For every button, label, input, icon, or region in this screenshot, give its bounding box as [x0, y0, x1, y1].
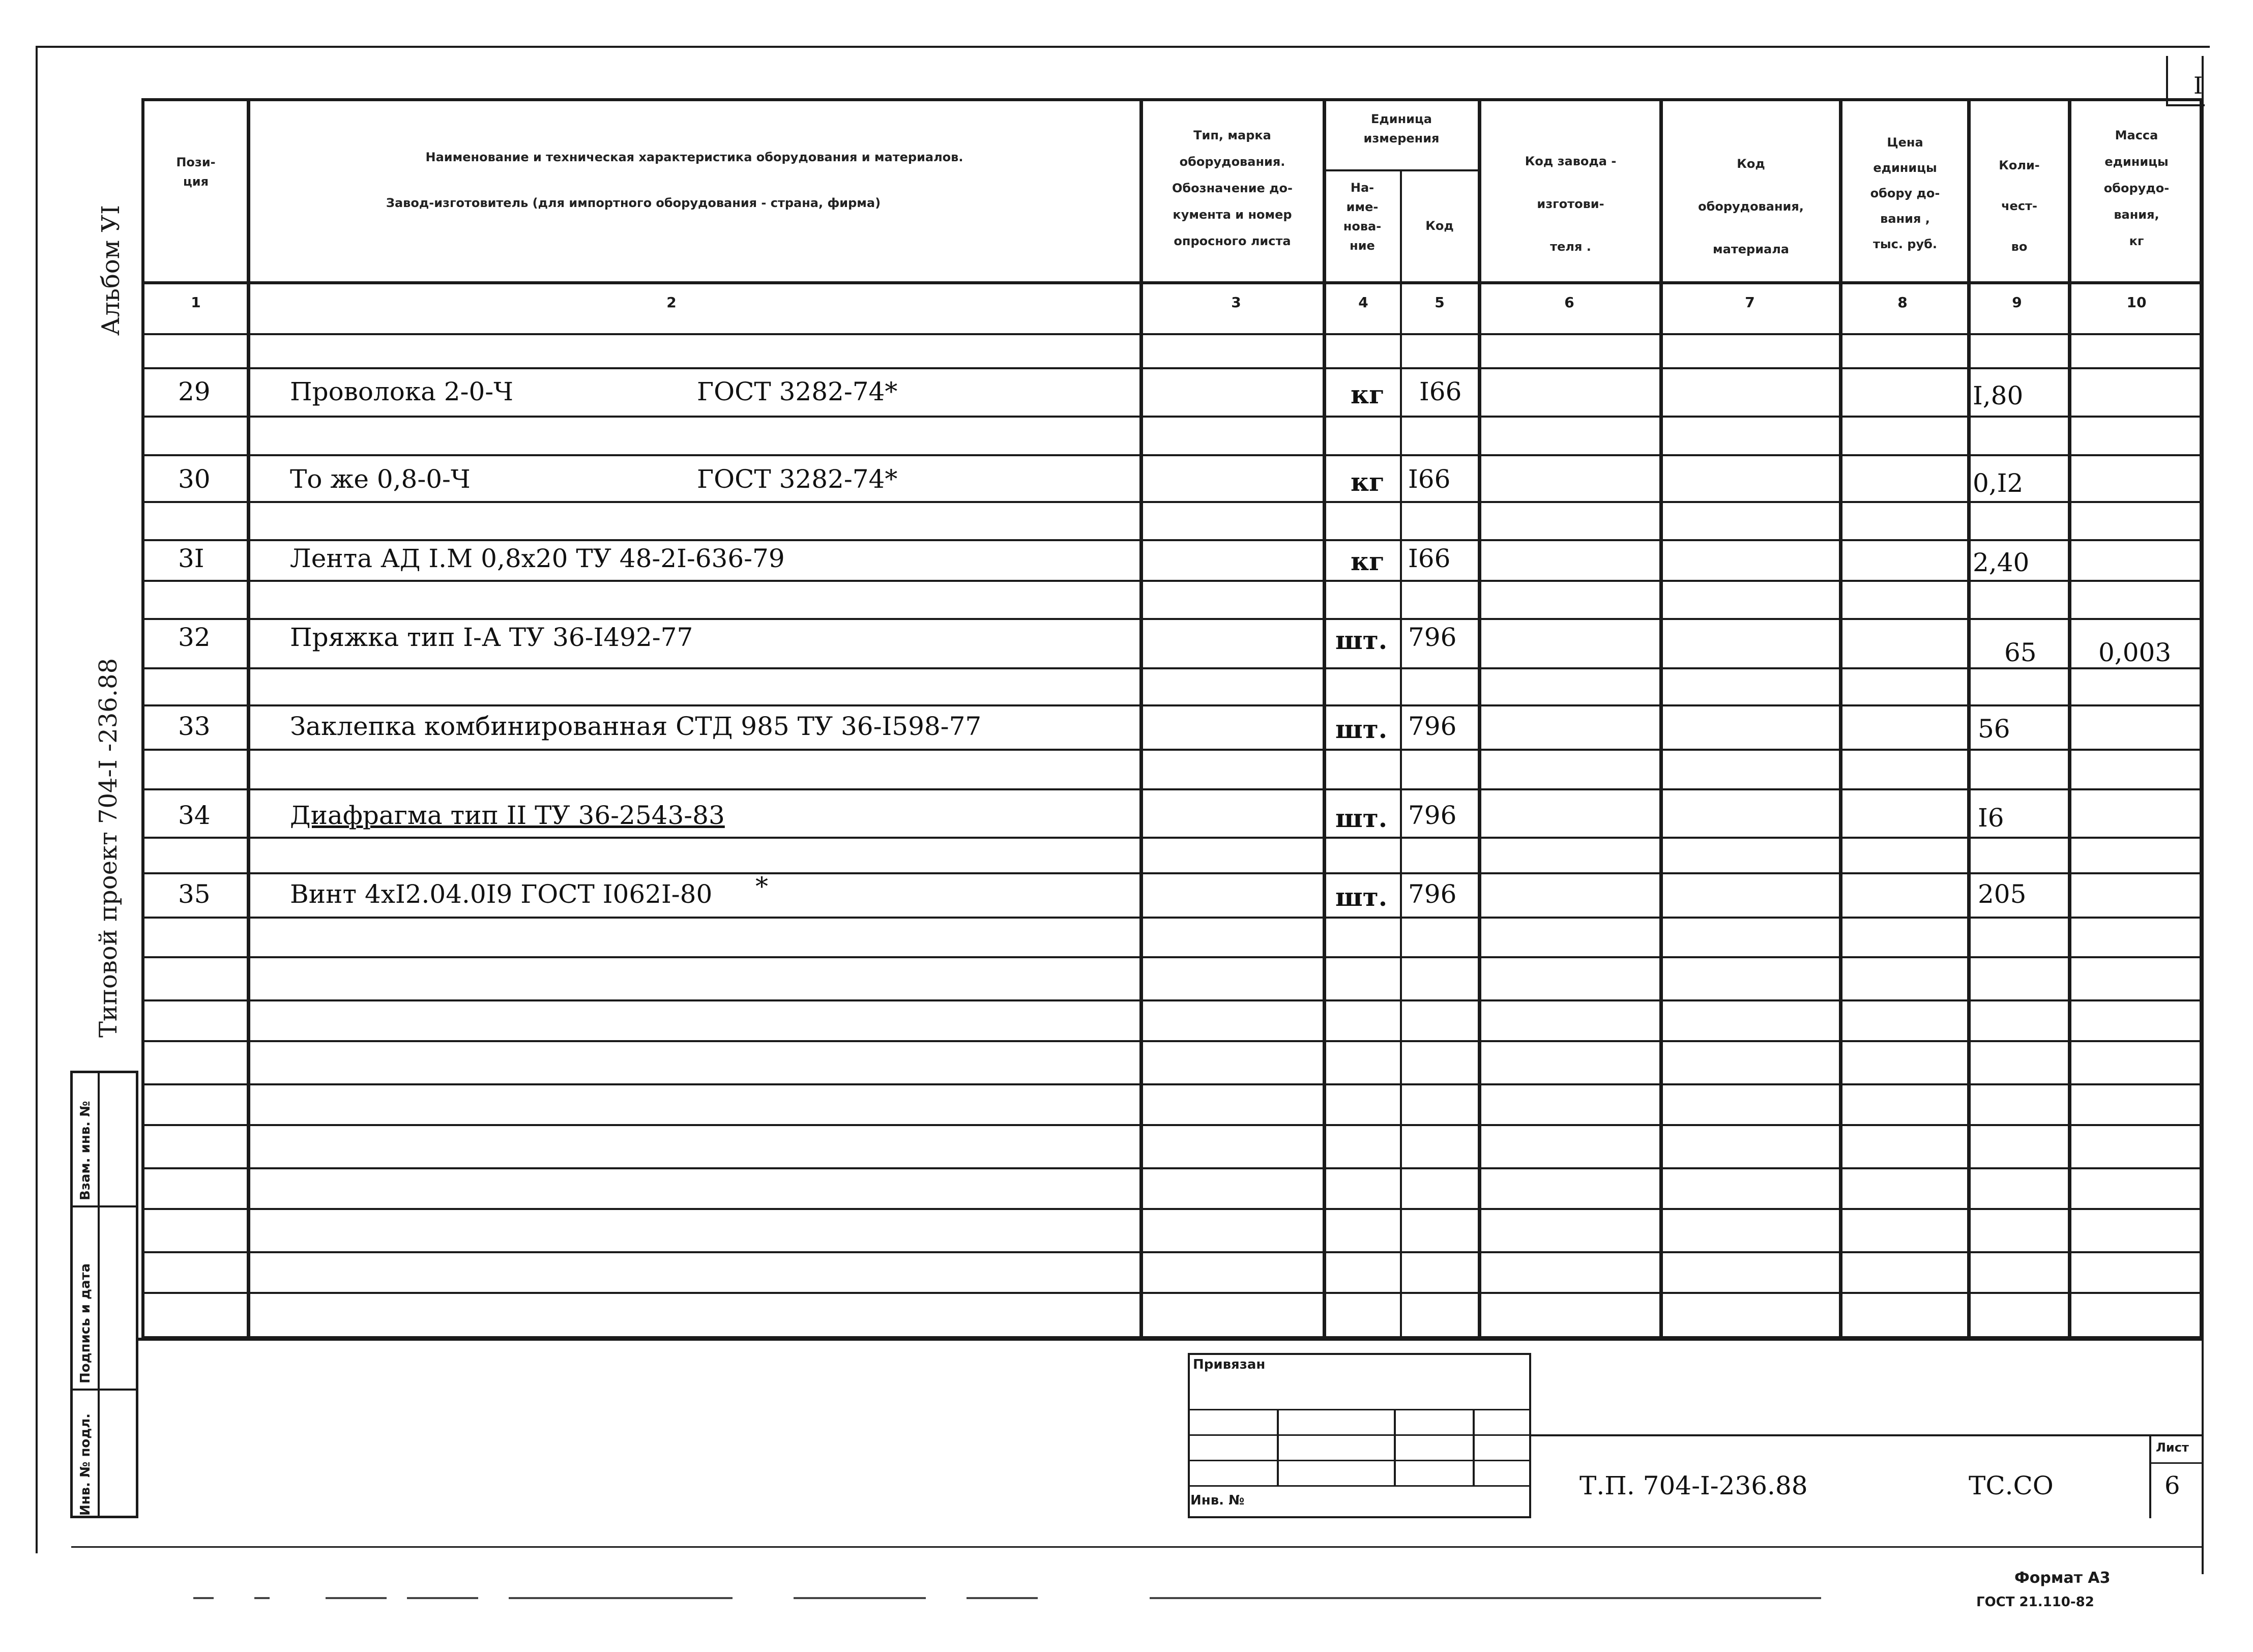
row-rule	[141, 367, 2203, 369]
row-unit: кг	[1351, 467, 1385, 497]
row-position: 34	[178, 801, 211, 830]
row-name: Лента АД I.М 0,8х20 ТУ 48-2I-636-79	[290, 544, 785, 573]
row-document: ГОСТ 3282-74*	[697, 377, 898, 406]
row-rule	[141, 1208, 2203, 1210]
row-quantity: I,80	[1973, 381, 2024, 410]
row-unit-code: I66	[1419, 377, 1462, 406]
row-rule	[141, 999, 2203, 1001]
trim-dash	[193, 1597, 214, 1599]
row-rule	[141, 1292, 2203, 1294]
row-rule	[141, 454, 2203, 456]
row-unit: шт.	[1335, 803, 1388, 833]
privyazan-line2	[1188, 1434, 1531, 1436]
row-rule	[141, 667, 2203, 669]
row-rule	[141, 1040, 2203, 1042]
row-rule	[141, 917, 2203, 919]
row-unit: кг	[1351, 546, 1385, 576]
row-rule	[141, 749, 2203, 751]
header-unit-price: Цена единицы обору до- вания , тыс. руб.	[1870, 135, 1940, 251]
trim-dash	[509, 1597, 733, 1599]
row-position: 3I	[178, 544, 204, 573]
side-stamp-sep1	[70, 1205, 138, 1207]
row-position: 35	[178, 879, 211, 909]
format-label: Формат А3	[2014, 1569, 2111, 1587]
colnum-1: 1	[191, 294, 201, 311]
col-line-1	[247, 98, 250, 1339]
colnum-4: 4	[1358, 294, 1368, 311]
header-unit-group: Единица измерения	[1363, 112, 1440, 145]
trim-dash	[794, 1597, 926, 1599]
col-line-7	[1839, 98, 1842, 1339]
header-name-line2: Завод-изготовитель (для импортного оборудования - страна, фирма)	[386, 196, 881, 210]
header-bottom-line	[141, 281, 2203, 284]
header-unit-name: На- име- нова- ние	[1343, 181, 1382, 253]
row-unit: шт.	[1335, 625, 1388, 655]
trim-dash	[1150, 1597, 1821, 1599]
col-line-2	[1139, 98, 1143, 1339]
row-quantity: 205	[1978, 879, 2027, 909]
row-name: То же 0,8-0-Ч	[290, 464, 471, 494]
privyazan-col2	[1394, 1409, 1396, 1485]
colnum-bottom-line	[141, 333, 2203, 335]
header-unit-code: Код	[1425, 219, 1454, 233]
row-rule	[141, 872, 2203, 874]
stamp-vzam-label: Взам. инв. №	[78, 1101, 93, 1200]
header-equipment-code: Код оборудования, материала	[1698, 157, 1804, 256]
row-unit-code: 796	[1408, 712, 1457, 741]
row-unit: шт.	[1335, 882, 1388, 912]
row-name: Пряжка тип I-А ТУ 36-I492-77	[290, 623, 693, 652]
trim-dash	[254, 1597, 270, 1599]
row-rule	[141, 788, 2203, 790]
row-rule	[141, 539, 2203, 541]
document-mark: ТС.СО	[1969, 1471, 2054, 1500]
privyazan-line1	[1188, 1409, 1531, 1410]
colnum-3: 3	[1231, 294, 1241, 311]
privyazan-label: Привязан	[1193, 1357, 1266, 1372]
row-quantity: I6	[1978, 803, 2004, 833]
row-name: Винт 4хI2.04.0I9 ГОСТ I062I-80	[290, 879, 713, 909]
col-line-5	[1478, 98, 1481, 1339]
colnum-9: 9	[2012, 294, 2022, 311]
document-designation: Т.П. 704-I-236.88	[1579, 1471, 1808, 1500]
side-stamp-divider	[98, 1071, 100, 1518]
sheet-label: Лист	[2156, 1440, 2189, 1455]
colnum-8: 8	[1897, 294, 1908, 311]
sheet-number: 6	[2164, 1471, 2180, 1500]
row-name: Заклепка комбинированная СТД 985 ТУ 36-I598-77	[290, 712, 982, 741]
project-label: Типовой проект 704-I -236.88	[94, 658, 123, 1038]
row-quantity: 56	[1978, 714, 2010, 744]
unit-group-divider	[1323, 169, 1479, 171]
row-quantity: 0,I2	[1973, 468, 2024, 498]
row-name: Диафрагма тип II ТУ 36-2543-83	[290, 801, 725, 830]
col-line-4	[1400, 170, 1402, 1339]
row-document: *	[755, 872, 768, 901]
gost-label: ГОСТ 21.110-82	[1976, 1595, 2094, 1610]
row-unit-code: 796	[1408, 801, 1457, 830]
trim-dash	[326, 1597, 387, 1599]
row-name: Проволока 2-0-Ч	[290, 377, 513, 406]
row-rule	[141, 416, 2203, 418]
row-unit-code: 796	[1408, 879, 1457, 909]
row-position: 30	[178, 464, 211, 494]
privyazan-line3	[1188, 1460, 1531, 1461]
stamp-top-line	[138, 1338, 2203, 1341]
colnum-2: 2	[666, 294, 677, 311]
side-stamp-sep2	[70, 1389, 138, 1391]
privyazan-line4	[1188, 1485, 1531, 1487]
row-rule	[141, 1167, 2203, 1169]
row-unit-code: I66	[1408, 544, 1451, 573]
privyazan-col3	[1473, 1409, 1475, 1485]
title-block-top	[1531, 1434, 2203, 1436]
row-unit-mass: 0,003	[2098, 638, 2172, 667]
stamp-inv-label: Инв. № подл.	[78, 1413, 93, 1516]
row-rule	[141, 1124, 2203, 1126]
row-position: 33	[178, 712, 211, 741]
sheet-corner-number: I	[2193, 72, 2203, 99]
colnum-10: 10	[2126, 294, 2147, 311]
col-line-8	[1967, 98, 1971, 1339]
colnum-5: 5	[1435, 294, 1445, 311]
row-rule	[141, 837, 2203, 839]
col-line-3	[1323, 98, 1326, 1339]
row-rule	[141, 704, 2203, 706]
row-unit-code: 796	[1408, 623, 1457, 652]
row-position: 32	[178, 623, 211, 652]
row-position: 29	[178, 377, 211, 406]
header-quantity: Коли- чест- во	[1999, 158, 2040, 254]
row-rule	[141, 618, 2203, 620]
stamp-podpis-label: Подпись и дата	[78, 1263, 93, 1383]
header-position: Пози- ция	[176, 155, 216, 189]
row-document: ГОСТ 3282-74*	[697, 464, 898, 494]
inv-no-label: Инв. №	[1190, 1493, 1245, 1508]
row-unit-code: I66	[1408, 464, 1451, 494]
trim-dash	[407, 1597, 478, 1599]
header-type-mark: Тип, марка оборудования. Обозначение до- кумента и номер опросного листа	[1172, 128, 1293, 248]
row-rule	[141, 1083, 2203, 1085]
header-name-line1: Наименование и техническая характеристика оборудования и материалов.	[425, 150, 963, 164]
header-unit-mass: Масса единицы оборудо- вания, кг	[2103, 128, 2170, 248]
row-quantity: 2,40	[1973, 548, 2030, 577]
sheet-box-divider	[2149, 1462, 2203, 1464]
row-rule	[141, 1251, 2203, 1253]
row-unit: кг	[1351, 379, 1385, 409]
trim-dash	[967, 1597, 1038, 1599]
colnum-7: 7	[1745, 294, 1755, 311]
col-line-6	[1659, 98, 1663, 1339]
header-plant-code: Код завода - изготови- теля .	[1525, 154, 1617, 254]
row-unit: шт.	[1335, 714, 1388, 744]
row-rule	[141, 956, 2203, 958]
colnum-6: 6	[1564, 294, 1574, 311]
privyazan-col1	[1277, 1409, 1279, 1485]
album-label: Альбом УI	[97, 204, 125, 336]
frame-bottom-edge	[71, 1546, 2203, 1548]
col-line-9	[2068, 98, 2071, 1339]
row-rule	[141, 501, 2203, 503]
row-rule	[141, 580, 2203, 582]
row-quantity: 65	[2004, 638, 2037, 667]
